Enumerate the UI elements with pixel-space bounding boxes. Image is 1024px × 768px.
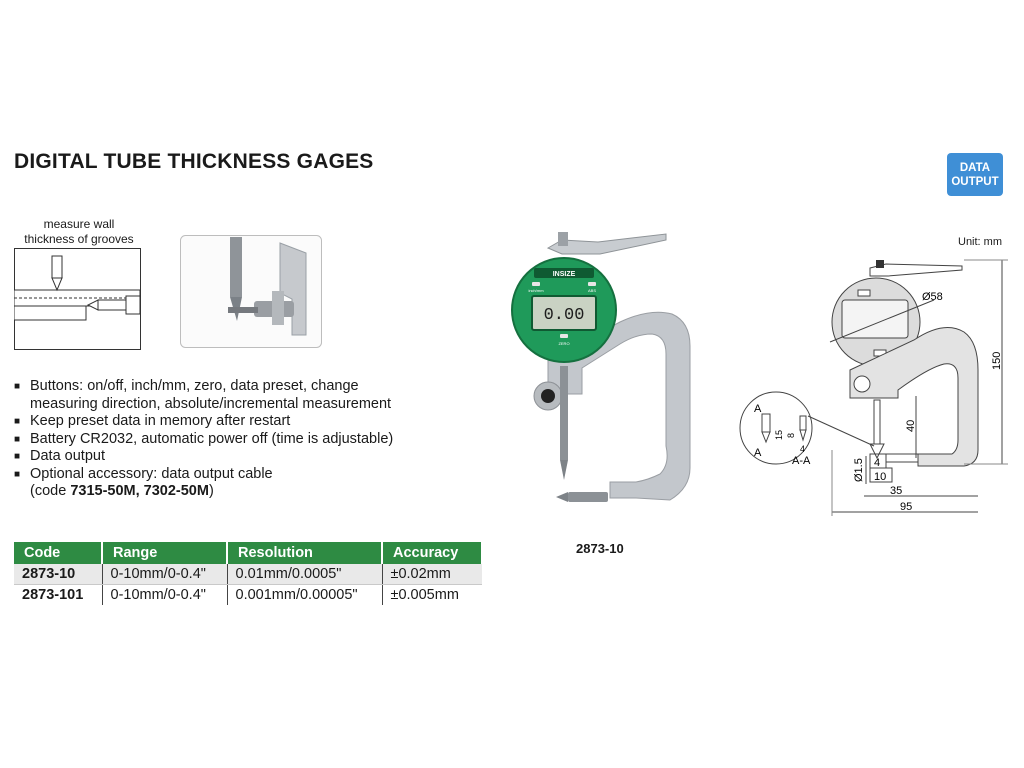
dim-d58: Ø58 xyxy=(922,291,943,303)
feature-text: Battery CR2032, automatic power off (time is adjustable) xyxy=(30,430,394,447)
cable-code-suffix: ) xyxy=(208,483,214,499)
groove-photo xyxy=(180,235,322,348)
groove-schematic xyxy=(14,248,144,350)
gauge-photo xyxy=(500,226,710,526)
zero-button[interactable] xyxy=(560,334,568,338)
badge-line-2: OUTPUT xyxy=(951,175,999,188)
dim-4: 4 xyxy=(874,457,881,469)
table-row xyxy=(14,585,482,606)
detail-a-top: A xyxy=(754,403,762,415)
anvil-icon xyxy=(568,492,608,502)
dim-95: 95 xyxy=(900,501,913,513)
data-output-badge xyxy=(947,153,1003,196)
cell-range: 0-10mm/0-0.4" xyxy=(102,585,227,606)
feature-item xyxy=(14,431,393,449)
bullet-icon: ■ xyxy=(14,468,21,480)
dim-35: 35 xyxy=(890,485,903,497)
model-caption: 2873-10 xyxy=(576,541,624,556)
groove-caption-line-2: thickness of grooves xyxy=(24,232,134,246)
cell-range: 0-10mm/0-0.4" xyxy=(102,564,227,585)
page-title: DIGITAL TUBE THICKNESS GAGES xyxy=(14,150,374,173)
cell-accuracy: ±0.02mm xyxy=(382,564,482,585)
lcd-reading: 0.00 xyxy=(543,306,585,325)
feature-text: Data output xyxy=(30,448,105,464)
technical-drawing xyxy=(738,250,1022,520)
feature-text: Optional accessory: data output cable xyxy=(30,465,273,482)
bullet-icon: ■ xyxy=(14,416,21,427)
header-range: Range xyxy=(102,542,227,564)
dim-10: 10 xyxy=(874,471,887,483)
badge-line-1: DATA xyxy=(959,161,991,174)
detail-15: 15 xyxy=(774,429,784,440)
cell-accuracy: ±0.005mm xyxy=(390,587,459,603)
header-resolution: Resolution xyxy=(227,542,382,564)
table-row xyxy=(14,564,482,585)
cable-codes: 7315-50M, 7302-50M xyxy=(70,483,209,499)
bullet-icon: ■ xyxy=(14,433,21,445)
abs-button[interactable] xyxy=(588,282,596,286)
dim-40: 40 xyxy=(905,419,917,432)
groove-caption xyxy=(14,217,144,247)
cable-code-prefix: (code xyxy=(30,483,71,499)
inch-mm-button[interactable] xyxy=(532,282,540,286)
spec-table xyxy=(14,542,483,605)
cell-code: 2873-101 xyxy=(14,585,102,606)
feature-text: Buttons: on/off, inch/mm, zero, data preset, change xyxy=(30,378,359,394)
detail-aa: A-A xyxy=(792,455,811,467)
feature-text-cont: measuring direction, absolute/incremental measurement xyxy=(30,395,392,412)
feature-item xyxy=(14,378,393,396)
detail-a-bottom: A xyxy=(754,447,762,459)
bullet-icon: ■ xyxy=(14,451,21,462)
cell-resolution: 0.01mm/0.0005" xyxy=(227,564,382,585)
groove-caption-line-1: measure wall xyxy=(43,217,115,231)
bullet-icon: ■ xyxy=(14,381,21,392)
abs-label: ABS xyxy=(587,288,597,293)
spindle-icon xyxy=(560,366,568,460)
header-accuracy: Accuracy xyxy=(382,542,482,564)
feature-text: Keep preset data in memory after restart xyxy=(30,413,291,429)
cell-code: 2873-10 xyxy=(14,564,102,585)
feature-text-cont xyxy=(14,483,393,501)
zero-label: ZERO xyxy=(558,341,570,346)
detail-4: 4 xyxy=(800,444,806,454)
dim-d1-5: Ø1.5 xyxy=(853,458,865,482)
dim-150: 150 xyxy=(991,351,1003,370)
cell-resolution: 0.001mm/0.00005" xyxy=(227,585,382,606)
feature-item xyxy=(14,413,393,431)
feature-item xyxy=(14,466,393,484)
brand-logo: INSIZE xyxy=(552,271,576,278)
feature-item xyxy=(14,448,393,466)
header-code: Code xyxy=(14,542,102,564)
inch-mm-label: inch/mm xyxy=(528,288,544,293)
table-header-row xyxy=(14,542,482,564)
detail-8: 8 xyxy=(786,432,796,438)
feature-list xyxy=(14,378,393,501)
unit-label: Unit: mm xyxy=(958,236,1002,248)
